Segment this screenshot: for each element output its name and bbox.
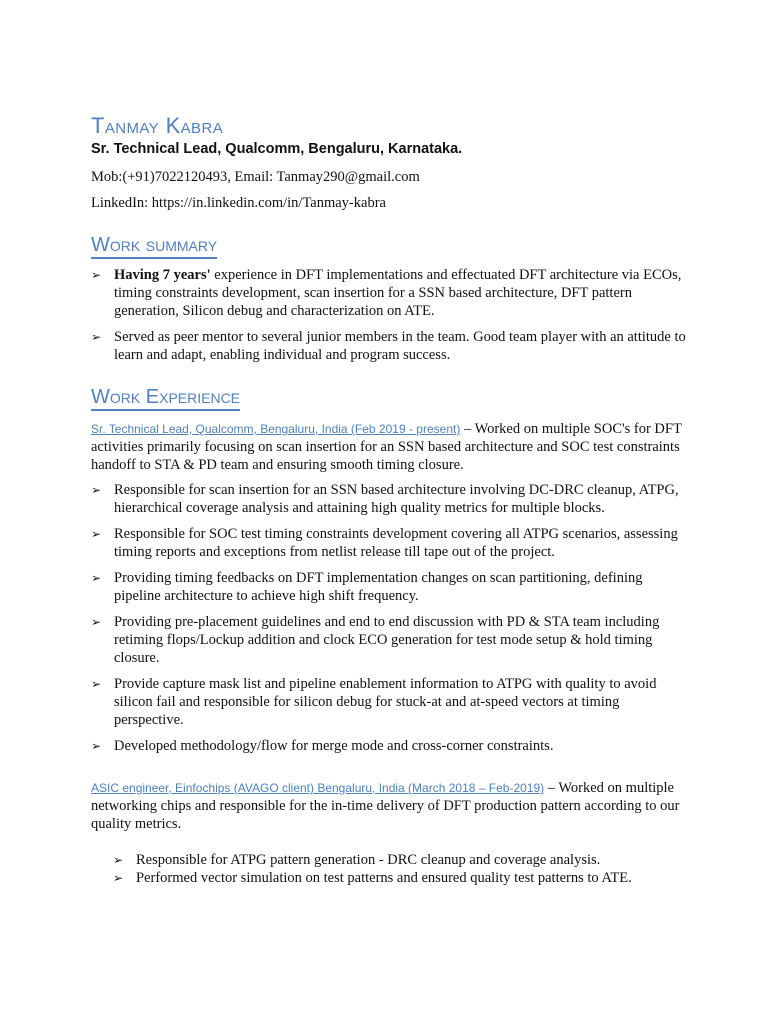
job-2-item-text: Performed vector simulation on test patterns and ensured quality test patterns to ATE. [136, 870, 632, 886]
job-1-item-text: Developed methodology/flow for merge mode and cross-corner constraints. [114, 738, 554, 754]
list-item [91, 737, 691, 755]
arrow-bullet-icon: ➢ [91, 615, 102, 629]
work-summary-heading-text: Work summary [91, 234, 217, 259]
job-1-item-text: Responsible for scan insertion for an SSN based architecture involving DC-DRC cleanup, ATPG, hierarchical coverage analysis and attaining high quality metrics for multiple blocks. [114, 482, 679, 516]
arrow-bullet-icon: ➢ [91, 739, 102, 753]
summary-text: experience in DFT implementations and effectuated DFT architecture via ECOs, timing constraints development, scan insertion for a SSN based architecture, DFT pattern generation, Silicon debug and characterization on ATE. [114, 267, 682, 319]
job-1-description: – Worked on multiple SOC's for DFT activities primarily focusing on scan insertion for an SSN based architecture and SOC test constraints handoff to STA & PD team and ensuring smooth timing closure. [91, 421, 682, 473]
arrow-bullet-icon: ➢ [91, 330, 102, 344]
list-item [91, 266, 691, 320]
arrow-bullet-icon: ➢ [91, 483, 102, 497]
job-1-item-text: Provide capture mask list and pipeline enablement information to ATPG with quality to avoid silicon fail and responsible for silicon debug for stuck-at and at-speed vectors at timing perspective. [114, 676, 657, 728]
list-item [91, 481, 691, 517]
list-item [113, 851, 673, 869]
list-item [91, 328, 691, 364]
candidate-title: Sr. Technical Lead, Qualcomm, Bengaluru, Karnataka. [91, 141, 463, 157]
summary-text: Served as peer mentor to several junior members in the team. Good team player with an attitude to learn and adapt, enabling individual and program success. [114, 329, 686, 363]
work-experience-heading [91, 385, 240, 409]
job-1-item-text: Providing pre-placement guidelines and end to end discussion with PD & STA team including retiming flops/Lockup addition and clock ECO generation for test mode setup & hold timing closure. [114, 614, 660, 666]
list-item [91, 613, 691, 667]
arrow-bullet-icon: ➢ [113, 871, 124, 885]
list-item [113, 869, 673, 887]
work-experience-heading-text: Work Experience [91, 386, 240, 411]
arrow-bullet-icon: ➢ [91, 571, 102, 585]
candidate-name-text: Tanmay Kabra [91, 113, 224, 138]
summary-bold-text: Having 7 years' [114, 267, 211, 283]
job-1-item-text: Providing timing feedbacks on DFT implementation changes on scan partitioning, defining pipeline architecture to achieve high shift frequency. [114, 570, 643, 604]
list-item [91, 525, 691, 561]
job-1-intro [91, 420, 691, 474]
contact-line: Mob:(+91)7022120493, Email: Tanmay290@gmail.com [91, 169, 420, 185]
job-1-role: Sr. Technical Lead, Qualcomm, Bengaluru, India (Feb 2019 - present) [91, 422, 461, 436]
job-2-list [113, 851, 673, 887]
job-2-intro [91, 779, 691, 833]
arrow-bullet-icon: ➢ [113, 853, 124, 867]
linkedin-line: LinkedIn: https://in.linkedin.com/in/Tanmay-kabra [91, 195, 386, 211]
arrow-bullet-icon: ➢ [91, 268, 102, 282]
arrow-bullet-icon: ➢ [91, 677, 102, 691]
work-summary-list [91, 266, 691, 372]
list-item [91, 675, 691, 729]
job-2-description: – Worked on multiple networking chips and responsible for the in-time delivery of DFT production pattern according to our quality metrics. [91, 780, 680, 832]
job-1-item-text: Responsible for SOC test timing constraints development covering all ATPG scenarios, assessing timing reports and exceptions from netlist release till tape out of the project. [114, 526, 678, 560]
list-item [91, 569, 691, 605]
work-summary-heading [91, 233, 217, 257]
job-2-role: ASIC engineer, Einfochips (AVAGO client) Bengaluru, India (March 2018 – Feb-2019) [91, 781, 545, 795]
candidate-name [91, 113, 223, 139]
job-2-item-text: Responsible for ATPG pattern generation - DRC cleanup and coverage analysis. [136, 852, 601, 868]
job-1-list [91, 481, 691, 763]
arrow-bullet-icon: ➢ [91, 527, 102, 541]
